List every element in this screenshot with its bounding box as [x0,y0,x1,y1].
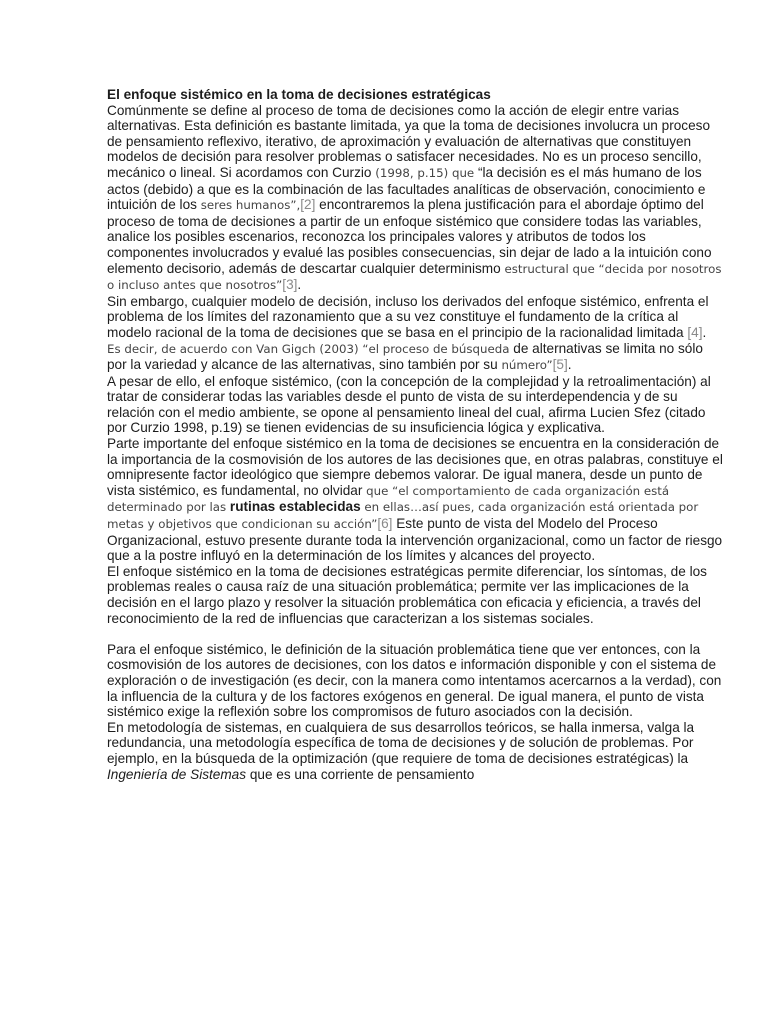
paragraph-8-italic-term: Ingeniería de Sistemas [107,766,247,782]
paragraph-spacer [107,626,725,642]
paragraph-7: Para el enfoque sistémico, le definición de la situación problemática tiene que ver entonces, con la cosmovisión de los autores de decisiones, con los datos e información disponible y con el sistema de exploración o de investigación (es decir, con la manera como intentamos acercarnos a la verdad), con la influencia de la cultura y de los factores exógenos en general. De igual manera, el punto de vista sistémico exige la reflexión sobre los compromisos de futuro asociados con la decisión. [107,641,722,720]
paragraph-3-text-b: de alternativas se limita no sólo por la variedad y alcance de las alternativas, sino también por su [107,340,703,373]
paragraph-1-text-f: estructural que “decida por nosotros o incluso antes que nosotros” [107,261,722,293]
paragraph-8-text-b: que es una corriente de pensamiento [246,766,475,782]
paragraph-1 [107,103,725,294]
paragraph-5 [107,436,725,564]
paragraph-3-text-c: número” [501,358,553,373]
citation-curzio: (1998, p.15) que [375,165,475,180]
footnote-link-6[interactable]: [6] [377,516,393,532]
footnote-link-5[interactable]: [5] [552,357,568,373]
paragraph-8 [107,720,725,782]
paragraph-5-text-c: en ellas…así pues, cada organización está orientada por metas y objetivos que condicionan su acción” [107,500,699,532]
paragraph-4: A pesar de ello, el enfoque sistémico, (con la concepción de la complejidad y la retroalimentación) al tratar de considerar todas las variables desde el punto de vista de su interdependencia y de su relación con el medio ambiente, se opone al pensamiento lineal del cual, afirma Lucien Sfez (citado por Curzio 1998, p.19) se tienen evidencias de su insuficiencia lógica y explicativa. [107,373,711,436]
paragraph-8-text-a: En metodología de sistemas, en cualquiera de sus desarrollos teóricos, se halla inmersa, valga la redundancia, una metodología específica de toma de decisiones y de solución de problemas. Por ejemplo, en la búsqueda de la optimización (que requiere de toma de decisiones estratégicas) la [107,719,695,766]
footnote-link-2[interactable]: [2] [300,197,316,213]
paragraph-2-text-b: . [702,324,707,340]
paragraph-3-text-a: Es decir, de acuerdo con Van Gigch (2003) “el proceso de búsqueda [107,341,510,356]
paragraph-5-bold-term: rutinas establecidas [229,499,361,515]
paragraph-5-text-a: Parte importante del enfoque sistémico en la toma de decisiones se encuentra en la consideración de la importancia de la cosmovisión de los autores de las decisiones que, en otras palabras, constituye el omnipresente factor ideológico que siempre debemos valorar. De igual manera, desde un punto de vista sistémico, es fundamental, no olvidar [107,436,723,498]
paragraph-1-text-a: Comúnmente se define al proceso de toma de decisiones como la acción de elegir entre varias alternativas. Esta definición es bastante limitada, ya que la toma de decisiones involucra un proceso de pensamiento reflexivo, iterativo, de aproximación y evaluación de alternativas que constituyen modelos de decisión para resolver problemas o satisfacer necesidades. No es un proceso sencillo, mecánico o lineal. Si acordamos con Curzio [107,102,711,180]
paragraph-3 [107,341,725,374]
paragraph-2-text-a: Sin embargo, cualquier modelo de decisión, incluso los derivados del enfoque sistémico, enfrenta el problema de los límites del razonamiento que a su vez constituye el fundamento de la crítica al modelo racional de la toma de decisiones que se basa en el principio de la racionalidad limitada [107,293,709,340]
paragraph-5-text-b: que “el comportamiento de cada organización está determinado por las [107,483,670,515]
footnote-link-3[interactable]: [3] [282,277,298,293]
paragraph-2 [107,294,725,341]
paragraph-1-text-g: . [297,277,302,293]
paragraph-6: El enfoque sistémico en la toma de decisiones estratégicas permite diferenciar, los síntomas, de los problemas reales o causa raíz de una situación problemática; permite ver las implicaciones de la decisión en el largo plazo y resolver la situación problemática con eficacia y eficiencia, a través del reconocimiento de la red de influencias que caracterizan a los sistemas sociales. [107,563,707,626]
paragraph-5-text-d: Este punto de vista del Modelo del Proceso Organizacional, estuvo presente durante toda la intervención organizacional, como un factor de riesgo que a la postre influyó en la determinación de los límites y alcances del proyecto. [107,516,723,564]
paragraph-1-text-e: encontraremos la plena justificación para el abordaje óptimo del proceso de toma de decisiones a partir de un enfoque sistémico que considere todas las variables, analice los posibles escenarios, reconozca los principales valores y atributos de todos los componentes involucrados y evalué las posibles consecuencias, sin dejar de lado a la intuición cono elemento decisorio, además de descartar cualquier determinismo [107,197,712,276]
paragraph-1-text-d: seres humanos”, [200,198,301,213]
footnote-link-4[interactable]: [4] [687,324,703,340]
document-body [107,87,725,782]
paragraph-3-text-d: . [567,357,572,373]
paragraph-1-text-c: “la decisión es el más humano de los actos (debido) a que es la combinación de las facultades analíticas de observación, conocimiento e intuición de los [107,164,706,213]
document-title: El enfoque sistémico en la toma de decisiones estratégicas [107,87,491,102]
